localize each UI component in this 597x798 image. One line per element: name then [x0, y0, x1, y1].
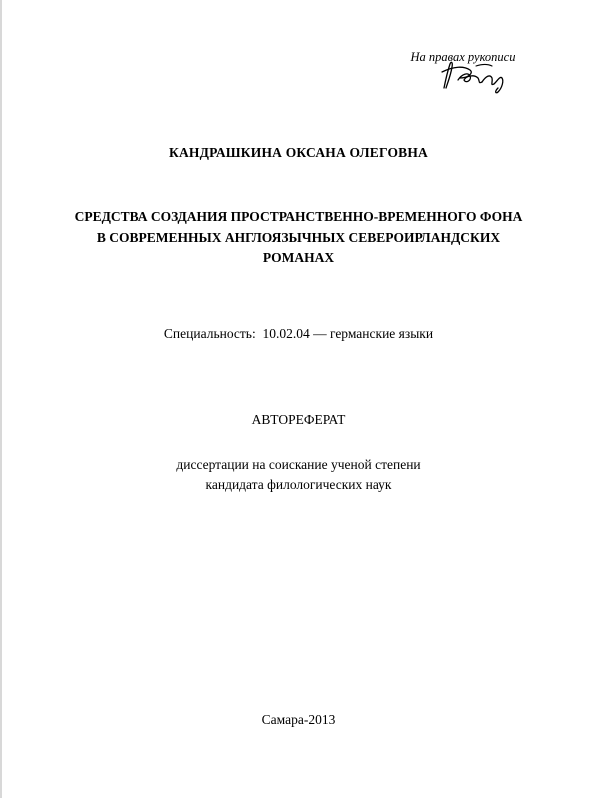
dissertation-title [30, 207, 567, 269]
title-line: СРЕДСТВА СОЗДАНИЯ ПРОСТРАНСТВЕННО-ВРЕМЕННОГО ФОНА [74, 209, 523, 224]
specialty-line: Специальность: 10.02.04 — германские языки [163, 326, 434, 341]
author-name: КАНДРАШКИНА ОКСАНА ОЛЕГОВНА [168, 145, 429, 160]
title-line: РОМАНАХ [262, 250, 335, 265]
degree-line: диссертации на соискание ученой степени [176, 457, 421, 472]
handwritten-signature [436, 58, 516, 94]
title-line: В СОВРЕМЕННЫХ АНГЛОЯЗЫЧНЫХ СЕВЕРОИРЛАНДСКИХ [96, 229, 501, 245]
place-year: Самара-2013 [261, 712, 336, 727]
document-type: АВТОРЕФЕРАТ [251, 412, 346, 427]
degree-line: кандидата филологических наук [205, 477, 392, 492]
rights-note: На правах рукописи [410, 50, 516, 64]
page-edge [0, 0, 2, 798]
degree-description [0, 455, 597, 495]
